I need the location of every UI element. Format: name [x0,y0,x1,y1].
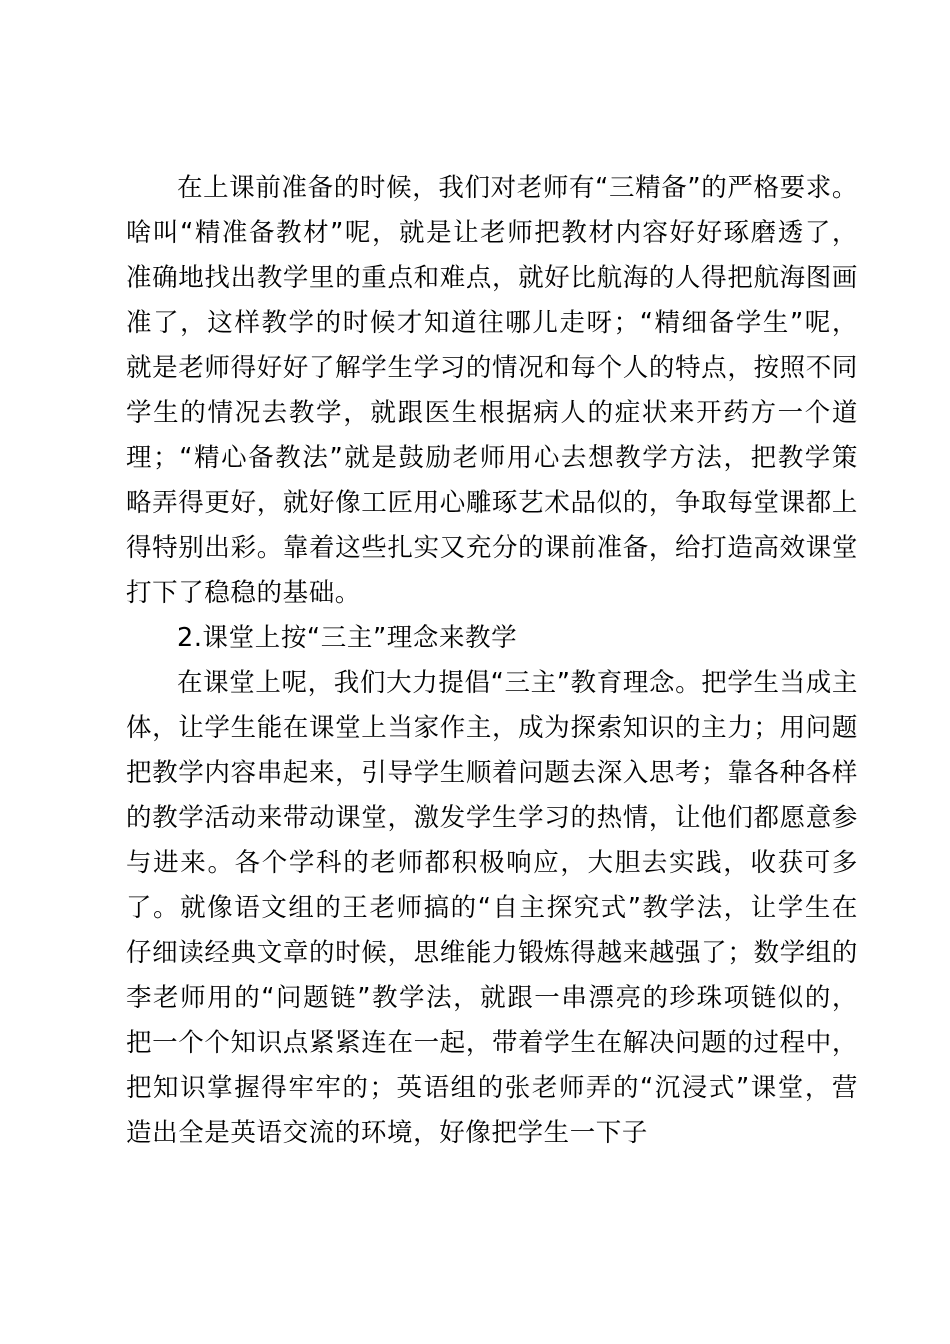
section-heading-three-principles: 2.课堂上按“三主”理念来教学 [177,623,518,653]
paragraph-preparation: 在上课前准备的时候，我们对老师有“三精备”的严格要求。啥叫“精准备教材”呢，就是让老师把教材内容好好琢磨透了，准确地找出教学里的重点和难点，就好比航海的人得把航海图画准了，这样教学的时候才知道往哪儿走呀；“精细备学生”呢，就是老师得好好了解学生学习的情况和每个人的特点，按照不同学生的情况去教学，就跟医生根据病人的症状来开药方一个道理；“精心备教法”就是鼓励老师用心去想教学方法，把教学策略弄得更好，就好像工匠用心雕琢艺术品似的，争取每堂课都上得特别出彩。靠着这些扎实又充分的课前准备，给打造高效课堂打下了稳稳的基础。 [126,173,858,608]
paragraph-classroom-teaching: 在课堂上呢，我们大力提倡“三主”教育理念。把学生当成主体，让学生能在课堂上当家作主，成为探索知识的主力；用问题把教学内容串起来，引导学生顺着问题去深入思考；靠各种各样的教学活动来带动课堂，激发学生学习的热情，让他们都愿意参与进来。各个学科的老师都积极响应，大胆去实践，收获可多了。就像语文组的王老师搞的“自主探究式”教学法，让学生在仔细读经典文章的时候，思维能力锻炼得越来越强了；数学组的李老师用的“问题链”教学法，就跟一串漂亮的珍珠项链似的，把一个个知识点紧紧连在一起，带着学生在解决问题的过程中，把知识掌握得牢牢的；英语组的张老师弄的“沉浸式”课堂，营造出全是英语交流的环境，好像把学生一下子 [126,668,858,1148]
document-body [126,166,858,1156]
